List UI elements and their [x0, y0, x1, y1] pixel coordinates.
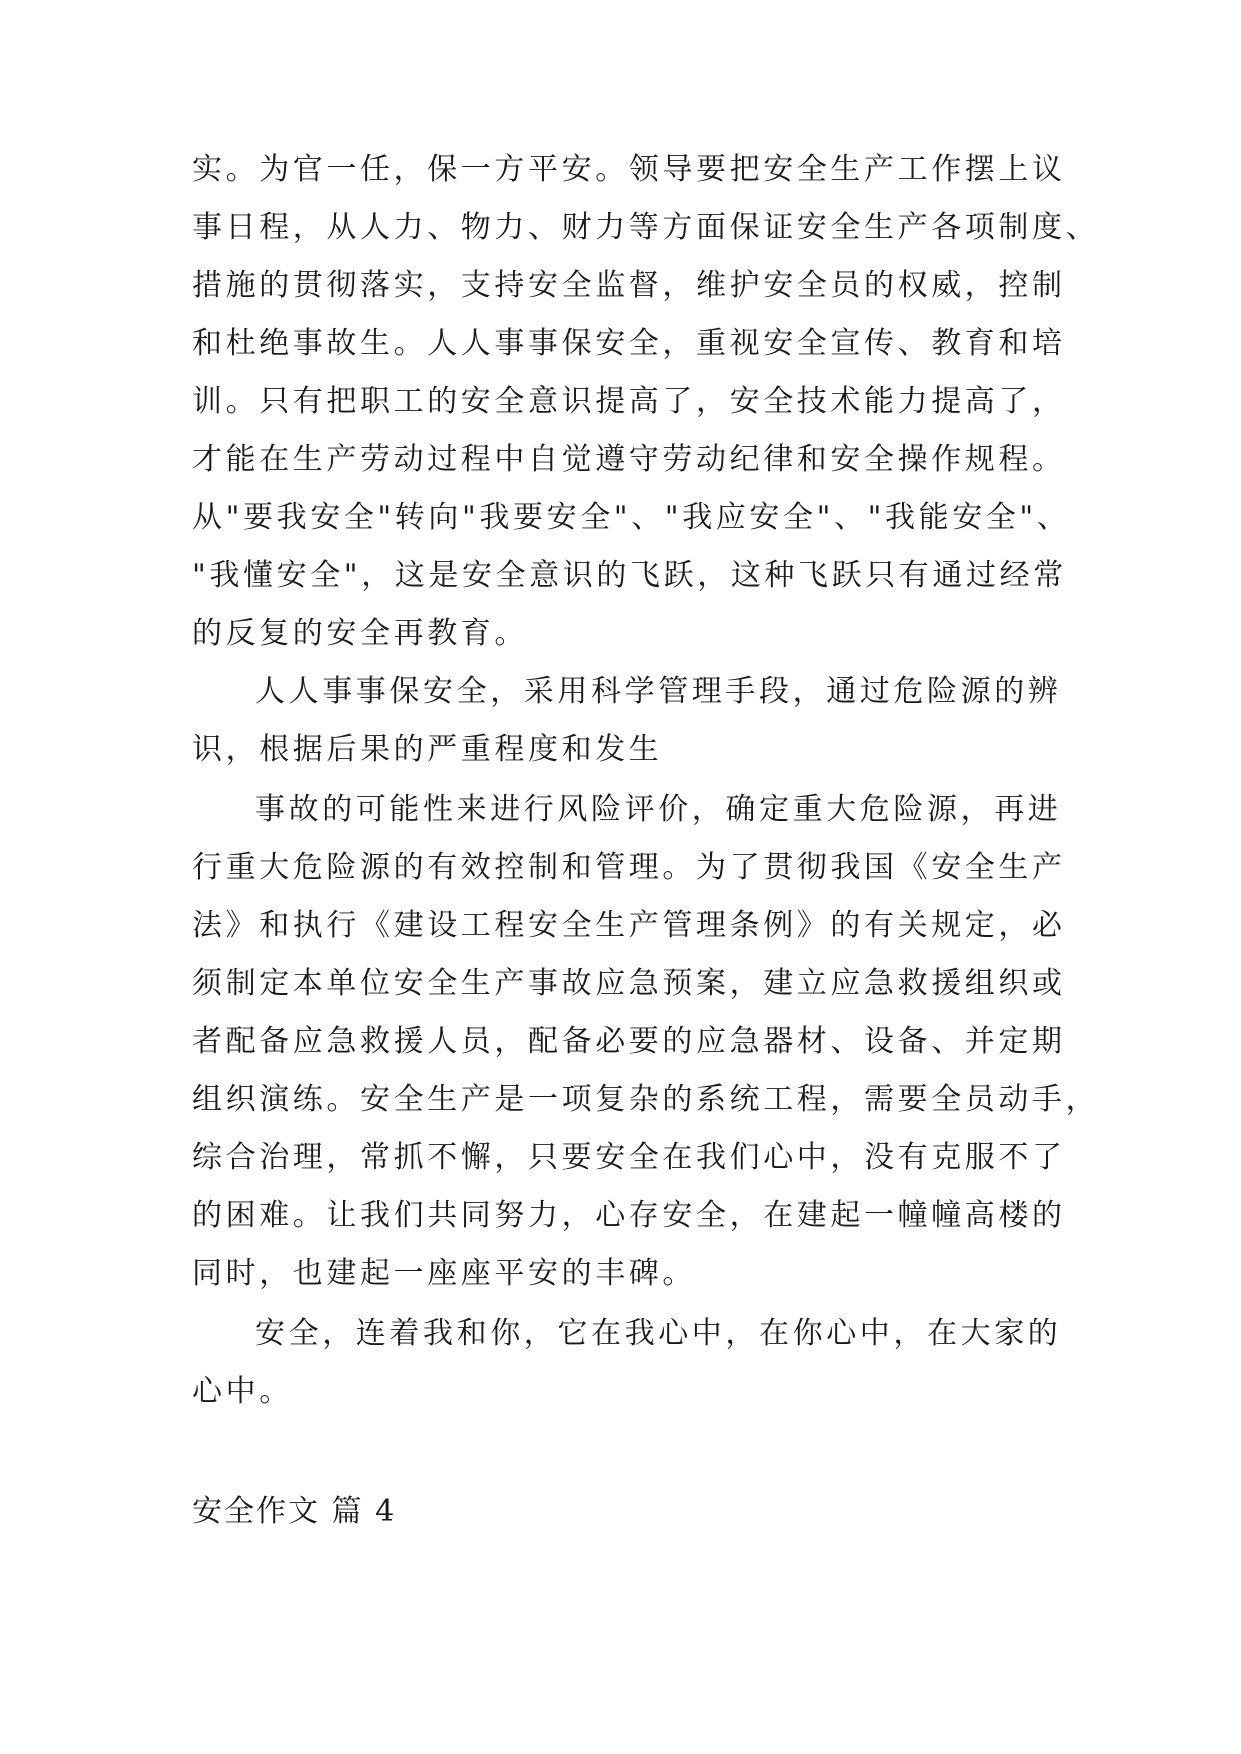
section-title: 安全作文 篇 4 — [192, 1494, 397, 1529]
paragraph-line: 综合治理，常抓不懈，只要安全在我们心中，没有克服不了 — [192, 1140, 1066, 1175]
paragraph-line: 行重大危险源的有效控制和管理。为了贯彻我国《安全生产 — [192, 850, 1066, 885]
paragraph-line: 法》和执行《建设工程安全生产管理条例》的有关规定，必 — [192, 908, 1066, 943]
paragraph-line: 的反复的安全再教育。 — [192, 616, 528, 651]
paragraph-line: 安全，连着我和你，它在我心中，在你心中，在大家的 — [255, 1316, 1062, 1351]
paragraph-line: 事故的可能性来进行风险评价，确定重大危险源，再进 — [255, 792, 1062, 827]
paragraph-line: 识，根据后果的严重程度和发生 — [192, 732, 663, 767]
paragraph-line: 事日程，从人力、物力、财力等方面保证安全生产各项制度、 — [192, 210, 1100, 245]
paragraph-line: 人人事事保安全，采用科学管理手段，通过危险源的辨 — [255, 674, 1062, 709]
paragraph-line: "我懂安全"，这是安全意识的飞跃，这种飞跃只有通过经常 — [192, 558, 1067, 593]
paragraph-line: 心中。 — [192, 1374, 293, 1409]
paragraph-line: 措施的贯彻落实，支持安全监督，维护安全员的权威，控制 — [192, 268, 1066, 303]
paragraph-line: 须制定本单位安全生产事故应急预案，建立应急救援组织或 — [192, 966, 1066, 1001]
paragraph-line: 的困难。让我们共同努力，心存安全，在建起一幢幢高楼的 — [192, 1198, 1066, 1233]
paragraph-line: 组织演练。安全生产是一项复杂的系统工程，需要全员动手， — [192, 1082, 1100, 1117]
paragraph-line: 实。为官一任，保一方平安。领导要把安全生产工作摆上议 — [192, 152, 1066, 187]
paragraph-line: 训。只有把职工的安全意识提高了，安全技术能力提高了， — [192, 384, 1066, 419]
paragraph-line: 才能在生产劳动过程中自觉遵守劳动纪律和安全操作规程。 — [192, 442, 1066, 477]
paragraph-line: 同时，也建起一座座平安的丰碑。 — [192, 1256, 696, 1291]
paragraph-line: 者配备应急救援人员，配备必要的应急器材、设备、并定期 — [192, 1024, 1066, 1059]
paragraph-line: 从"要我安全"转向"我要安全"、"我应安全"、"我能安全"、 — [192, 500, 1071, 535]
paragraph-line: 和杜绝事故生。人人事事保安全，重视安全宣传、教育和培 — [192, 326, 1066, 361]
